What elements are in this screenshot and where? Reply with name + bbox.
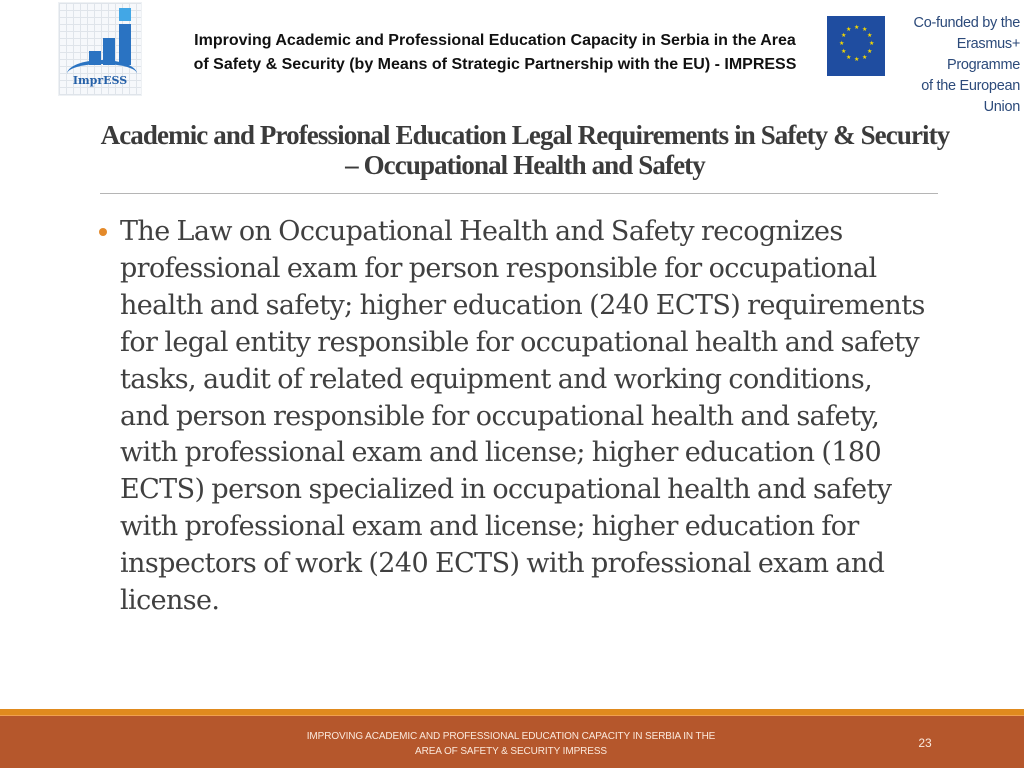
logo-bar-3 bbox=[119, 24, 131, 65]
star-icon: ★ bbox=[862, 55, 868, 61]
impress-logo bbox=[58, 2, 142, 96]
cofunded-line-2: Erasmus+ Programme bbox=[946, 36, 1020, 73]
star-icon: ★ bbox=[862, 27, 868, 33]
star-icon: ★ bbox=[854, 25, 860, 31]
star-icon: ★ bbox=[846, 27, 852, 33]
footer-text: IMPROVING ACADEMIC AND PROFESSIONAL EDUCATION CAPACITY IN SERBIA IN THE AREA OF SAFETY & SECURITY IMPRESS bbox=[306, 731, 716, 757]
star-icon: ★ bbox=[869, 41, 875, 47]
slide-title: Academic and Professional Education Legal Requirements in Safety & Security – Occupational Health and Safety bbox=[100, 120, 950, 180]
page-number: 23 bbox=[918, 736, 932, 750]
title-divider bbox=[100, 193, 938, 194]
slide-body bbox=[96, 214, 926, 620]
bullet-item bbox=[96, 214, 926, 620]
bullet-text: The Law on Occupational Health and Safety recognizes professional exam for person responsible for occupational health and safety; higher education (240 ECTS) requirements for legal entity responsible for occupational health and safety tasks, audit of related equipment and working conditions, and person responsible for occupational health and safety, with professional exam and license; higher education (180 ECTS) person specialized in occupational health and safety with professional exam and license; higher education for inspectors of work (240 ECTS) with professional exam and license. bbox=[120, 216, 925, 617]
star-icon: ★ bbox=[841, 49, 847, 55]
erasmus-cofunded-logo bbox=[827, 15, 1021, 115]
star-icon: ★ bbox=[841, 33, 847, 39]
cofunded-text bbox=[892, 13, 1020, 118]
project-title: Improving Academic and Professional Education Capacity in Serbia in the Area of Safety & Security (by Means of Strategic Partnership with the EU) - IMPRESS bbox=[193, 32, 797, 73]
cofunded-line-1: Co-funded by the bbox=[913, 15, 1020, 31]
cofunded-line-3: of the European Union bbox=[921, 78, 1020, 115]
logo-bar-top bbox=[119, 8, 131, 21]
star-icon: ★ bbox=[846, 55, 852, 61]
logo-text: ImprESS bbox=[72, 74, 128, 87]
star-icon: ★ bbox=[854, 57, 860, 63]
star-icon: ★ bbox=[867, 49, 873, 55]
star-icon: ★ bbox=[839, 41, 845, 47]
bullet-dot-icon bbox=[99, 228, 107, 236]
star-icon: ★ bbox=[867, 33, 873, 39]
eu-flag-icon bbox=[827, 16, 885, 76]
